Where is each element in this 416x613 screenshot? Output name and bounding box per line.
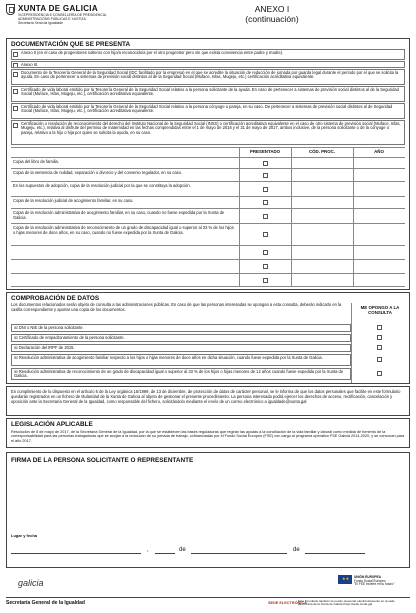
doc-checkbox[interactable] [13,63,18,68]
row-text: Copia del libro de familia. [13,159,59,164]
table-row [11,273,405,287]
eu-fse-block [354,576,410,587]
eu-text-3: "El FSE invierte en tu futuro" [354,582,395,587]
legislation-title: LEGISLACIÓN APLICABLE [11,421,93,428]
verification-item-text: Certificado de empadronamiento de la persona solicitante. [18,334,125,340]
documentation-section [6,38,410,290]
presented-checkbox[interactable] [263,264,268,269]
sede-text: Este formulario también se puede presentar electrónicamente en la sede electrónica de la Xunta de Galicia https://sede.xunta.gal [298,599,395,607]
place-field[interactable] [11,553,141,554]
doc-checkbox[interactable] [13,72,18,77]
verification-item-text: Declaración del IRPF de 2015. [18,344,75,350]
oppose-checkbox[interactable] [377,345,382,350]
eu-text-2: Fondo Social Europeo [354,578,386,583]
org-name: XUNTA DE GALICIA [18,4,98,13]
col-code: CÓD. PROC. [308,149,336,154]
verification-section [6,292,410,384]
item-mark-icon: ☒ [14,368,18,374]
legislation-section [6,418,410,448]
eu-flag-icon: ★★ [338,575,352,584]
table-row [11,208,405,223]
verification-item-text: DNI o NIE de la persona solicitante. [18,324,84,330]
item-mark-icon: ☒ [14,354,18,360]
table-row [11,259,405,273]
verification-item-text: Resolución administrativa de reconocimiento de un grado de discapacidad igual o superior al 33 % de los hijos o hijas menores de 12 años cuando fuese expedida por la Xunta de Galicia. [14,368,344,379]
oppose-checkbox[interactable] [377,371,382,376]
privacy-email-link[interactable]: igualdade@xunta.gal [267,398,307,404]
doc-item [11,61,405,68]
table-row [11,181,405,196]
presented-checkbox[interactable] [263,278,268,283]
row-text: En los supuestos de adopción, copia de la resolución judicial por la que se constituya la adopción. [13,183,191,188]
annex-title-main: ANEXO I [254,4,290,14]
item-mark-icon: ☒ [14,344,18,350]
doc-item [11,69,405,85]
place-date-label: Lugar y fecha [11,533,38,538]
verification-item [11,344,351,352]
table-row [11,157,405,168]
oppose-checkbox[interactable] [377,325,382,330]
oppose-checkbox[interactable] [377,335,382,340]
table-row [11,196,405,208]
form-header [6,4,410,34]
sep-comma: , [147,547,149,553]
doc-checkbox[interactable] [13,106,18,111]
presented-checkbox[interactable] [263,232,268,237]
documentation-title: DOCUMENTACIÓN QUE SE PRESENTA [11,41,131,48]
org-sub-line-2: ADMINISTRACIÓNS PÚBLICAS E XUSTIZA [18,17,86,21]
privacy-section [6,386,410,416]
presented-checkbox[interactable] [263,214,268,219]
sep-de-2: de [293,547,300,553]
presented-checkbox[interactable] [263,250,268,255]
doc-item [11,120,405,145]
verification-item [11,324,351,332]
month-field[interactable] [191,553,287,554]
oppose-divider [351,303,352,383]
org-sub-line-3: Secretaría Xeral da Igualdade [18,21,64,25]
doc-checkbox[interactable] [13,52,18,57]
doc-item-text: Anexo II (en el caso de progenitores solteros con hijo/a reconocido/a por el otro progenitor pero sin que exista convivencia entre padre y madre). [21,49,284,55]
oppose-checkbox[interactable] [377,357,382,362]
annex-title [222,5,322,24]
footer-divider [6,597,410,598]
col-year: AÑO [374,149,384,154]
doc-checkbox[interactable] [13,123,18,128]
verification-item [11,368,351,380]
verification-item [11,354,351,366]
coat-of-arms-icon [6,4,15,15]
presented-checkbox[interactable] [263,200,268,205]
doc-item [11,86,405,102]
sep-de-1: de [179,547,186,553]
item-mark-icon: ☒ [14,334,18,340]
eu-text-1: UNIÓN EUROPEA [354,575,381,579]
annex-title-sub: (continuación) [245,13,299,24]
doc-item-text: Documento de la Tesorería General de la Seguridad Social (IDC facilitado por la empresa) en el que se acredite la situación de reducción de jornada por guarda legal durante el período por el que se solicita la ayuda. En caso de pertenecer a sistemas de previsión social distintos al de la Seguridad Social (Muface, Isfas, Mugeju, etc.) certificación acreditativa equivalente. [21,69,399,80]
privacy-text: En cumplimiento de lo dispuesto en el artículo 5 de la Ley orgánica 15/1999, de 13 de diciembre, de protección de datos de carácter personal, se le informa de que los datos personales que facilite en este formulario quedarán registrados en un fichero de titularidad de la Xunta de Galicia al objeto de gestionar el presente procedimiento. La persona interesada podrá ejercer los derechos de acceso, rectificación, cancelación y oposición ante la Secretaría General de la Igualdad, como responsable del fichero, solicitándolo mediante el envío de un correo electrónico a [11,389,401,404]
presented-checkbox[interactable] [263,187,268,192]
row-text: Copia de la resolución judicial de acogimiento familiar, en su caso. [13,198,134,203]
verification-item [11,334,351,342]
table-row [11,245,405,259]
oppose-header: ME OPONGO A LA CONSULTA [360,305,400,315]
presented-checkbox[interactable] [263,173,268,178]
verification-intro: Los documentos relacionados serán objeto de consulta a las administraciones públicas. En caso de que las personas interesadas se opongan a esta consulta, deberán indicarlo en la casilla correspondiente y aportar una copia de los documentos. [11,302,342,312]
doc-checkbox[interactable] [13,89,18,94]
doc-table [11,147,405,287]
doc-item-text: Anexo III. [21,61,39,67]
table-divider [11,147,405,148]
doc-item [11,103,405,119]
galicia-logo: galicia [18,578,44,588]
doc-item [11,49,405,60]
verification-title: COMPROBACIÓN DE DATOS [11,295,100,302]
doc-item-text: Certificación o resolución de reconocimiento del derecho del Instituto Nacional de la Seguridad Social (INSS) o certificación acreditativa equivalente en el caso de otro sistema de previsión social (Muface, Isfas, Mugeju, etc.), relativa al disfrute del permiso de maternidad en las fechas comprendidas entre el 1 de mayo de 2016 y el 31 de mayo de 2017, ambos inclusive, de la persona solicitante o de la cónyuge o pareja, relativo a la hijo o hija por quien se solicita la ayuda, en su caso. [21,120,401,136]
day-field[interactable] [155,553,175,554]
table-row [11,168,405,181]
legislation-text: Resolución de 5 de mayo de 2017, de la Secretaría General de la Igualdad, por la que se establecen las bases reguladoras que regirán las ayudas a la conciliación de la vida familiar y laboral como medida de fomento de la corresponsabilidad para las personas trabajadoras que se acojan a la reducción de su jornada de trabajo, cofinanciadas por el Fondo Social Europeo (FSE) con cargo al programa operativo FSE Galicia 2014-2020, y se convocan para el año 2017. [11,430,405,443]
row-text: Copia de la resolución administrativa de reconocimiento de un grado de discapacidad igual o superior al 33 % de los hijos o hijas menores de doce años, en su caso, cuando no fuese expedida por la Xunta de Galicia. [13,225,234,235]
org-sub-line-1: VICEPRESIDENCIA E CONSELLERÍA DE PRESIDENCIA, [18,13,107,17]
doc-item-text: Certificado de vida laboral emitido por la Tesorería General de la Seguridad Social relativo a la persona cónyuge o pareja, en su caso. De pertenecer a sistemas de previsión social distintos al de Seguridad Social (Muface, Isfas, Mugeju, etc.), certificación acreditativa equivalente. [21,103,393,114]
table-row [11,223,405,245]
verification-item-text: Resolución administrativa de acogimiento familiar respecto a los hijos o hijas menores de doce años en dicha situación, cuando fuese expedida por la Xunta de Galicia. [18,354,323,360]
sede-logo: SEDE ELECTRÓNICA [268,601,307,605]
col-presented: PRESENTADO [249,149,281,154]
row-text: Copia de la sentencia de nulidad, separación o divorcio y del convenio regulador, en su caso. [13,170,183,175]
item-mark-icon: ☒ [14,324,18,330]
doc-item-text: Certificado de vida laboral emitido por la Tesorería General de la Seguridad Social relativo a la persona solicitante de la ayuda. En caso de pertenecer a sistemas de previsión social distintos al de la Seguridad Social (Muface, Isfas, Mugeju, etc.), certificación acreditativa equivalente. [21,86,399,97]
signature-title: FIRMA DE LA PERSONA SOLICITANTE O REPRESENTANTE [11,457,194,464]
signature-section [6,452,410,568]
footer-dept: Secretaría General de la Igualdad [6,600,85,606]
row-text: Copia de la resolución administrativa de acogimiento familiar, en su caso, cuando no fuese expedida por la Xunta de Galicia. [13,210,225,220]
year-field[interactable] [305,553,365,554]
presented-checkbox[interactable] [263,161,268,166]
